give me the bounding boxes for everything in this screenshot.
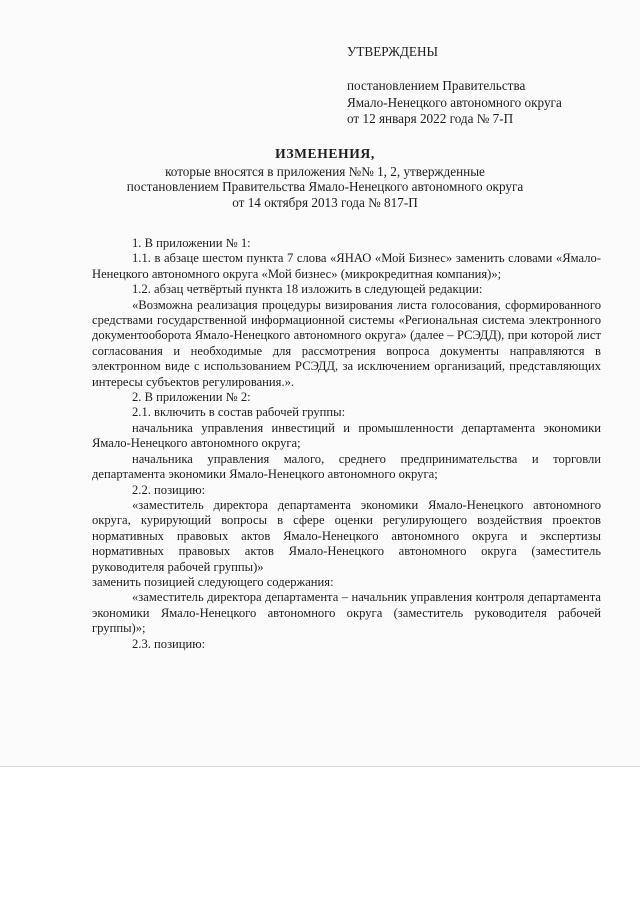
paragraph: «заместитель директора департамента – начальник управления контроля департамента экономики Ямало-Ненецкого автономного округа (заместитель руководителя рабочей группы)»; [92, 590, 601, 636]
approval-line: постановлением Правительства [347, 77, 526, 93]
paragraph: «Возможна реализация процедуры визирования листа голосования, сформированного средствами государственной информационной системы «Региональная система электронного документооборота Ямало-Ненецкого автономного округа» (далее – РСЭДД), при которой лист согласования и необходимые для рассмотрения вопроса документы направляются в электронном виде с использованием РСЭДД, за исключением организаций, представляющих интересы субъектов регулирования.». [92, 297, 601, 389]
document-title: ИЗМЕНЕНИЯ, [275, 146, 375, 161]
paragraph: «заместитель директора департамента экономики Ямало-Ненецкого автономного округа, курирующий вопросы в сфере оценки регулирующего воздействия проектов нормативных правовых актов Ямало-Ненецкого автономного округа и экспертизы нормативных правовых актов Ямало-Ненецкого автономного округа (заместитель руководителя рабочей группы)» [92, 497, 601, 574]
approval-block [347, 44, 632, 128]
paragraph: 2.2. позицию: [132, 482, 206, 497]
title-line: от 14 октября 2013 года № 817-П [232, 194, 418, 210]
paragraph: 2.1. включить в состав рабочей группы: [132, 405, 346, 420]
document-body [92, 236, 601, 652]
title-line: которые вносятся в приложения №№ 1, 2, утвержденные [165, 163, 485, 179]
document-title-block [92, 146, 558, 210]
approval-heading: УТВЕРЖДЕНЫ [347, 44, 439, 59]
paragraph: заменить позицией следующего содержания: [92, 574, 334, 589]
title-line: постановлением Правительства Ямало-Ненецкого автономного округа [126, 179, 524, 195]
approval-line: от 12 января 2022 года № 7-П [347, 111, 514, 127]
approval-line: Ямало-Ненецкого автономного округа [347, 94, 562, 110]
paragraph: 1.2. абзац четвёртый пункта 18 изложить в следующей редакции: [132, 282, 483, 297]
paragraph: 2.3. позицию: [132, 636, 206, 651]
paragraph: начальника управления малого, среднего предпринимательства и торговли департамента экономики Ямало-Ненецкого автономного округа; [92, 451, 601, 482]
paragraph: 1.1. в абзаце шестом пункта 7 слова «ЯНАО «Мой Бизнес» заменить словами «Ямало-Ненецкого автономного округа «Мой бизнес» (микрокредитная компания)»; [92, 251, 601, 281]
paragraph: 2. В приложении № 2: [132, 390, 251, 405]
paragraph: 1. В приложении № 1: [132, 236, 251, 250]
paragraph: начальника управления инвестиций и промышленности департамента экономики Ямало-Ненецкого автономного округа; [92, 420, 601, 451]
